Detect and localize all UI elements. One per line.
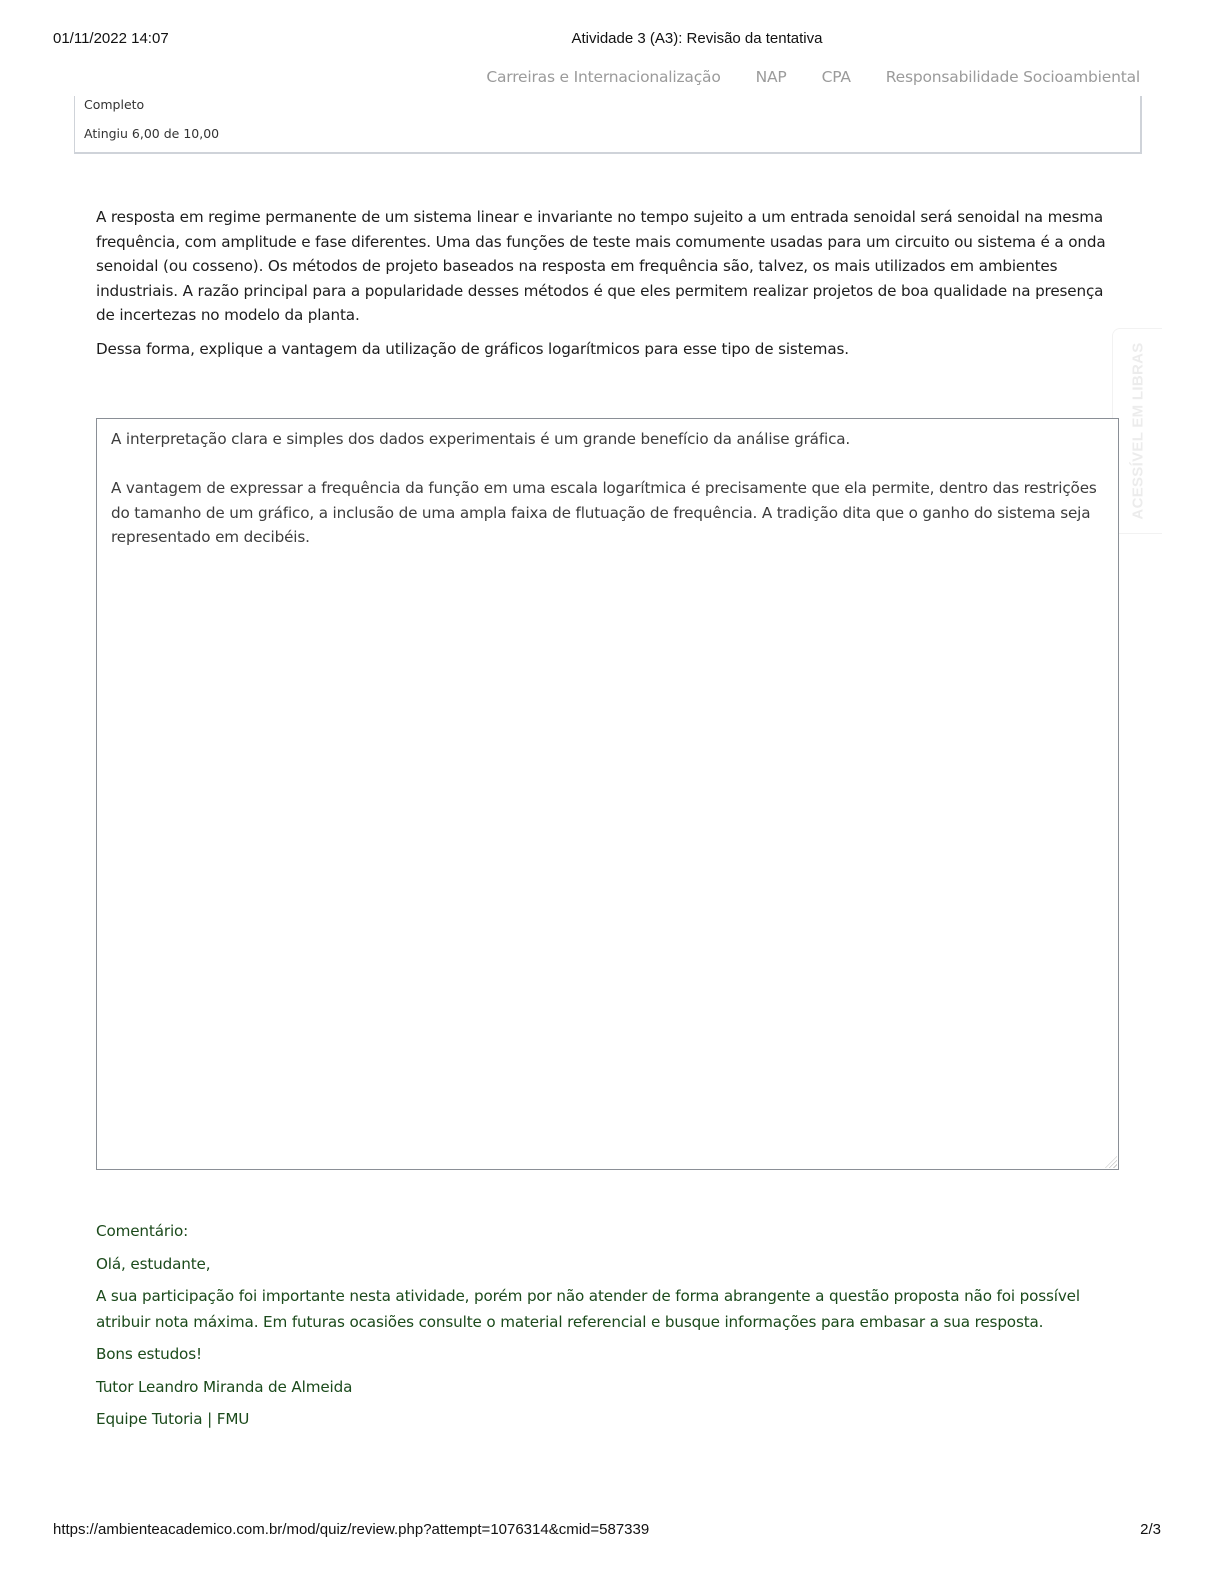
feedback-body: A sua participação foi importante nesta atividade, porém por não atender de forma abrangente a questão proposta não foi possível atribuir nota máxima. Em futuras ocasiões consulte o material referencial e busque informações para embasar a sua resposta. [96, 1287, 1080, 1331]
top-navigation [486, 68, 1140, 86]
answer-textarea[interactable] [96, 418, 1119, 1170]
feedback-tutor: Tutor Leandro Miranda de Almeida [96, 1377, 353, 1396]
libras-tab-label: ACESSÍVEL EM LIBRAS [1129, 342, 1146, 520]
libras-accessibility-tab[interactable] [1112, 328, 1162, 534]
nav-link-nap[interactable]: NAP [755, 68, 787, 86]
feedback-closing: Bons estudos! [96, 1345, 202, 1363]
print-header-title [0, 30, 1224, 47]
print-footer-page-number: 2/3 [1140, 1521, 1161, 1538]
tutor-feedback [96, 1219, 1126, 1433]
question-text [96, 205, 1126, 361]
feedback-team: Equipe Tutoria | FMU [96, 1410, 250, 1428]
print-footer-url: https://ambienteacademico.com.br/mod/quiz/review.php?attempt=1076314&cmid=587339 [53, 1521, 650, 1538]
question-prompt: Dessa forma, explique a vantagem da utilização de gráficos logarítmicos para esse tipo de sistemas. [96, 339, 849, 358]
answer-paragraph: A interpretação clara e simples dos dados experimentais é um grande benefício da análise gráfica. [111, 430, 851, 448]
resize-handle-icon[interactable] [1105, 1156, 1117, 1168]
feedback-heading: Comentário: [96, 1222, 189, 1240]
question-info-box [74, 96, 1142, 154]
question-status: Completo [84, 97, 145, 112]
nav-link-carreiras[interactable]: Carreiras e Internacionalização [486, 68, 721, 86]
print-header-datetime: 01/11/2022 14:07 [53, 30, 169, 47]
page-title: Atividade 3 (A3): Revisão da tentativa [571, 30, 823, 47]
question-paragraph: A resposta em regime permanente de um sistema linear e invariante no tempo sujeito a um entrada senoidal será senoidal na mesma frequência, com amplitude e fase diferentes. Uma das funções de teste mais comumente usadas para um circuito ou sistema é a onda senoidal (ou cosseno). Os métodos de projeto baseados na resposta em frequência são, talvez, os mais utilizados em ambientes industriais. A razão principal para a popularidade desses métodos é que eles permitem realizar projetos de boa qualidade na presença de incertezas no modelo da planta. [96, 208, 1106, 324]
nav-link-cpa[interactable]: CPA [821, 68, 851, 86]
answer-paragraph: A vantagem de expressar a frequência da função em uma escala logarítmica é precisamente que ela permite, dentro das restrições do tamanho de um gráfico, a inclusão de uma ampla faixa de flutuação de frequência. A tradição dita que o ganho do sistema seja representado em decibéis. [111, 479, 1097, 546]
question-grade: Atingiu 6,00 de 10,00 [84, 126, 220, 141]
feedback-greeting: Olá, estudante, [96, 1254, 211, 1273]
nav-link-responsabilidade[interactable]: Responsabilidade Socioambiental [885, 68, 1140, 86]
